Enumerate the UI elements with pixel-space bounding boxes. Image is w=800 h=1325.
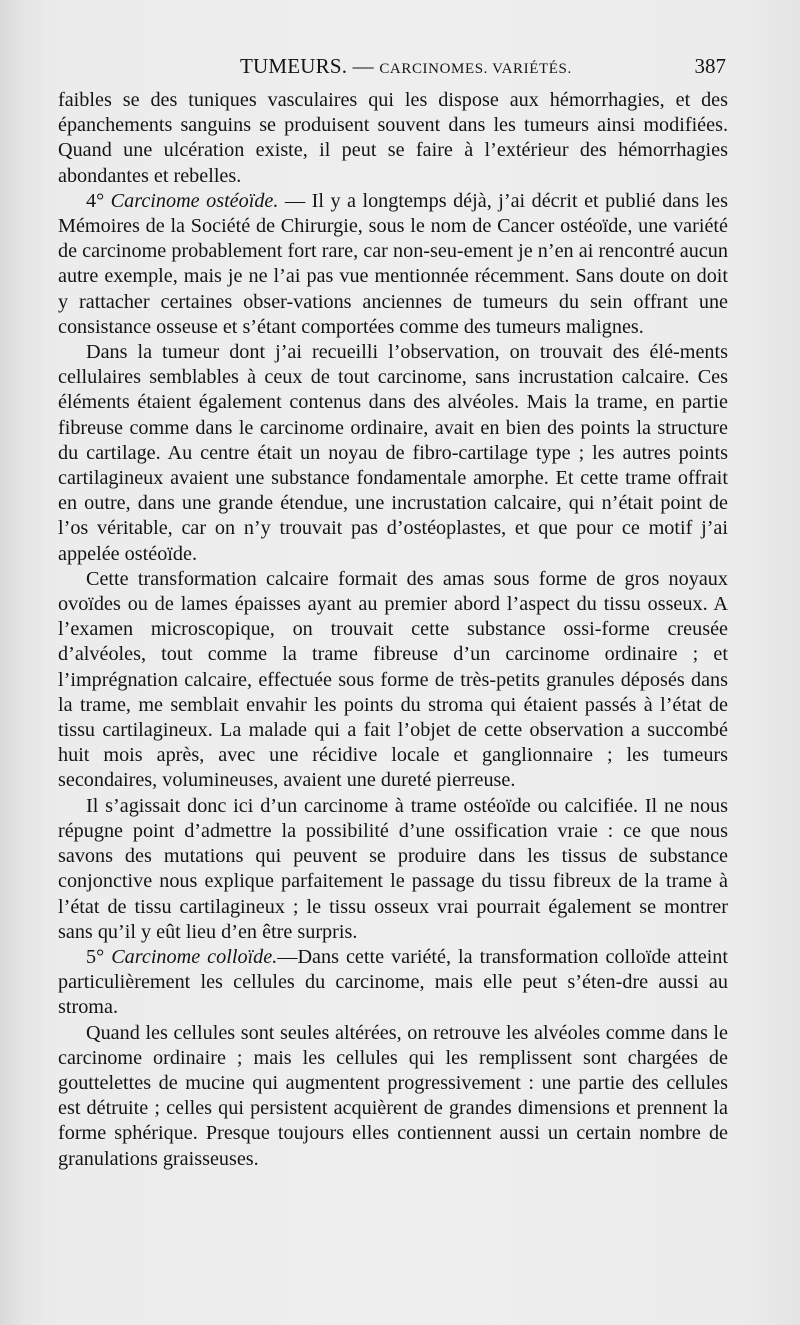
- paragraph: [58, 794, 728, 945]
- section-heading: Carcinome ostéoïde.: [110, 189, 279, 212]
- page-header: [60, 54, 726, 84]
- paragraph-text: Quand les cellules sont seules altérées, on retrouve les alvéoles comme dans le carcinome ordinaire ; mais les cellules qui les remplissent sont chargées de gouttelettes de mucine qui augmentent progressivement : une partie des cellules est détruite ; celles qui persistent acquièrent de grandes dimensions et prennent la forme sphérique. Presque toujours elles contiennent aussi un certain nombre de granulations graisseuses.: [58, 1021, 728, 1170]
- paragraph-text: — Il y a longtemps déjà, j’ai décrit et publié dans les Mémoires de la Société de Chirurgie, sous le nom de Cancer ostéoïde, une variété de carcinome probablement fort rare, car non-seu-ement je n’en ai rencontré aucun autre exemple, mais je ne l’ai pas vue mentionnée récemment. Sans doute on doit y rattacher certaines obser-vations anciennes de tumeurs du sein offrant une consistance osseuse et s’étant comportées comme des tumeurs malignes.: [58, 189, 728, 338]
- paragraph: [58, 567, 728, 794]
- running-head: [240, 54, 572, 79]
- section-heading: Carcinome colloïde.: [111, 945, 278, 968]
- running-head-title: TUMEURS. —: [240, 54, 374, 78]
- section-paragraph-osteoid: [58, 189, 728, 340]
- paragraph-text: —Dans cette variété, la transformation colloïde atteint particulièrement les cellules du carcinome, mais elle peut s’éten-dre aussi au stroma.: [58, 945, 729, 1019]
- paragraph: [58, 340, 728, 567]
- paragraph-text: Cette transformation calcaire formait des amas sous forme de gros noyaux ovoïdes ou de lames épaisses ayant au premier abord l’aspect du tissu osseux. A l’examen microscopique, on trouvait cette substance ossi-forme creusée d’alvéoles, tout comme la trame fibreuse d’un carcinome ordinaire ; et l’imprégnation calcaire, effectuée sous forme de très-petits granules déposés dans la trame, me semblait envahir les points du stroma qui étaient passés à l’état de tissu cartilagineux. La malade qui a fait l’objet de cette observation a succombé huit mois après, avec une récidive locale et ganglionnaire ; les tumeurs secondaires, volumineuses, avaient une dureté pierreuse.: [58, 567, 728, 792]
- paragraph-text: faibles se des tuniques vasculaires qui les dispose aux hémorrhagies, et des épanchements sanguins se produisent souvent dans les tumeurs ainsi modifiées. Quand une ulcération existe, il peut se faire à l’extérieur des hémorrhagies abondantes et rebelles.: [58, 89, 728, 187]
- paragraph: [58, 1021, 728, 1172]
- paragraph-continued: [58, 88, 728, 189]
- page-number: 387: [694, 54, 726, 78]
- section-number: 5°: [86, 945, 105, 968]
- section-number: 4°: [86, 189, 105, 212]
- section-paragraph-colloid: [58, 945, 728, 1021]
- paragraph-text: Il s’agissait donc ici d’un carcinome à trame ostéoïde ou calcifiée. Il ne nous répugne point d’admettre la possibilité d’une ossification vraie : ce que nous savons des mutations qui peuvent se produire dans les tissus de substance conjonctive nous explique parfaitement le passage du tissu fibreux de la trame à l’état de tissu cartilagineux ; le tissu osseux vrai pourrait également se montrer sans qu’il y eût lieu d’en être surpris.: [58, 794, 728, 943]
- body-text: [58, 88, 728, 1172]
- paragraph-text: Dans la tumeur dont j’ai recueilli l’observation, on trouvait des élé-ments cellulaires semblables à ceux de tout carcinome, sans incrustation calcaire. Ces éléments étaient également contenus dans des alvéoles. Mais la trame, en partie fibreuse comme dans le carcinome ordinaire, avait en bien des points la structure du cartilage. Au centre était un noyau de fibro-cartilage type ; les autres points cartilagineux avaient une substance fondamentale amorphe. Et cette trame offrait en outre, dans une grande étendue, une incrustation calcaire, qui n’était point de l’os véritable, car on n’y trouvait pas d’ostéoplastes, et que pour ce motif j’ai appelée ostéoïde.: [58, 341, 728, 565]
- running-head-subtitle: CARCINOMES. VARIÉTÉS.: [379, 61, 572, 77]
